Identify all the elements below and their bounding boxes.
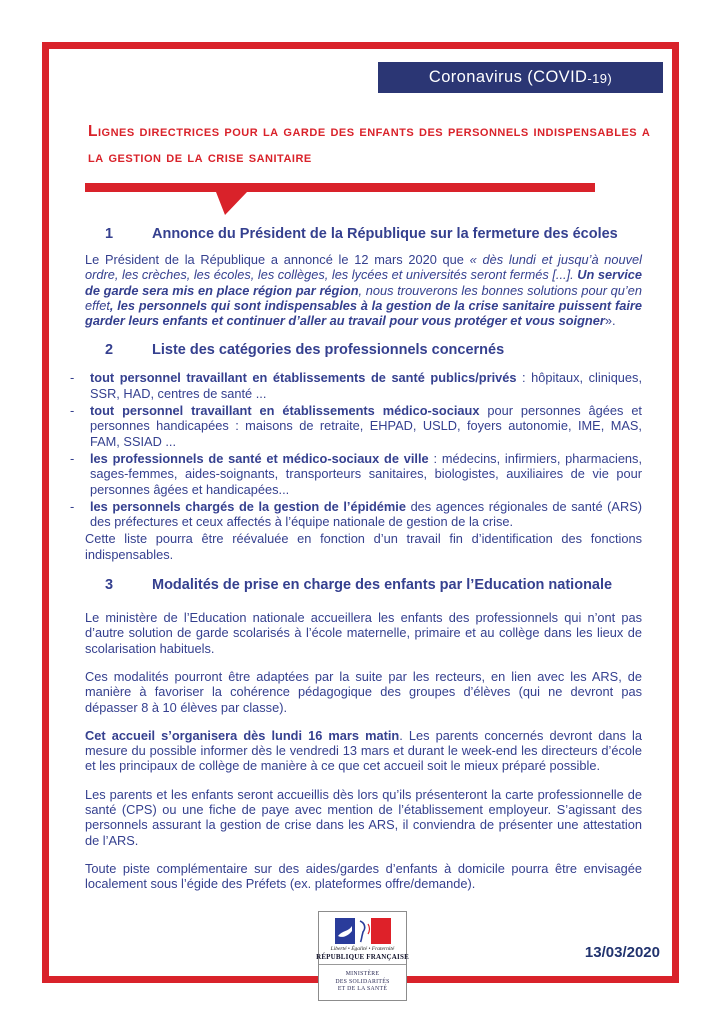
professional-categories-list xyxy=(70,370,643,530)
document-date: 13/03/2020 xyxy=(584,944,660,961)
section-2-number: 2 xyxy=(105,342,114,359)
list-item-text: tout personnel travaillant en établissements de santé publics/privés : hôpitaux, cliniques, SSR, HAD, centres de santé ... xyxy=(90,370,642,401)
red-divider-arrow xyxy=(85,183,595,217)
motto-label: Liberté • Égalité • Fraternité xyxy=(330,946,395,952)
ministry-label xyxy=(319,964,406,1000)
list-item-text: tout personnel travaillant en établissements médico-sociaux pour personnes âgées et personnes handicapées : maisons de retraite, EHPAD, USLD, foyers autonomie, IME, MAS, FAM, SSIAD ... xyxy=(90,403,642,449)
section-2-title: Liste des catégories des professionnels concernés xyxy=(152,342,505,359)
section-3-paragraph: Toute piste complémentaire sur des aides/gardes d’enfants à domicile pourra être envisagée localement sous l’égide des Préfets (ex. plateformes offre/demande). xyxy=(85,860,642,892)
republic-label: RÉPUBLIQUE FRANÇAISE xyxy=(316,953,409,961)
section-3-paragraph: Ces modalités pourront être adaptées par la suite par les recteurs, en lien avec les ARS, de manière à favoriser la cohérence pédagogique des groupes d’élèves (qui ne devront pas dépasser 8 à 10 élèves par classe). xyxy=(85,668,642,715)
bullet-marker: - xyxy=(70,450,75,466)
french-flag-icon xyxy=(335,918,391,944)
section-1-title: Annonce du Président de la République sur la fermeture des écoles xyxy=(152,226,618,242)
section-2-heading xyxy=(85,342,642,358)
section-3-title: Modalités de prise en charge des enfants par l’Education nationale xyxy=(152,577,613,594)
ministry-line: MINISTÈRE xyxy=(345,971,380,978)
section-3-paragraph: Cet accueil s’organisera dès lundi 16 mars matin. Les parents concernés devront dans la mesure du possible informer dès le vendredi 13 mars et durant le week-end les directeurs d’école et les principaux de collège de manière à ce que cet accueil soit le mieux préparé possible. xyxy=(85,727,643,774)
bullet-marker: - xyxy=(70,370,75,386)
section-1-heading xyxy=(85,226,642,242)
badge-label-small: -19) xyxy=(587,71,613,86)
bullet-marker: - xyxy=(70,403,75,419)
section-3-heading xyxy=(85,577,642,593)
section-3-paragraph: Les parents et les enfants seront accueillis dès lors qu’ils présenteront la carte professionnelle de santé (CPS) ou une fiche de paye avec mention de l’établissement employeur. S’agissant des personnels assurant la gestion de crise dans les ARS, il conviendra de présenter une attestation de l’ARS. xyxy=(85,786,642,848)
section-1-paragraph: Le Président de la République a annoncé le 12 mars 2020 que « dès lundi et jusqu’à nouvel ordre, les crèches, les écoles, les collèges, les lycées et universités seront fermés [...]. Un service de garde sera mis en place région par région, nous trouverons les bonnes solutions pour qu’en effet, les personnels qui sont indispensables à la gestion de la crise sanitaire puissent faire garder leurs enfants et continuer d’aller au travail pour vous protéger et vous soigner». xyxy=(85,252,642,329)
list-item xyxy=(70,450,643,497)
covid-badge xyxy=(378,62,663,93)
document-body xyxy=(70,226,643,905)
list-item-text: les personnels chargés de la gestion de l’épidémie des agences régionales de santé (ARS) des préfectures et ceux affectés à l’équipe nationale de gestion de la crise. xyxy=(90,498,642,530)
ministry-line: DES SOLIDARITÉS xyxy=(335,978,390,985)
section-1-number: 1 xyxy=(105,226,114,242)
ministry-logo xyxy=(318,911,407,1001)
list-item xyxy=(70,498,642,530)
section-3-number: 3 xyxy=(105,577,114,594)
list-item-text: les professionnels de santé et médico-sociaux de ville : médecins, infirmiers, pharmaciens, sages-femmes, aides-soignants, transporteurs sanitaires, biologistes, auxiliaires de vie pour personnes âgées et handicapées... xyxy=(90,450,643,497)
section-3-paragraph: Le ministère de l’Education nationale accueillera les enfants des professionnels qui n’ont pas d’autre solution de garde scolarisés à l’école maternelle, primaire et au collège dans les lieux de scolarisation habituels. xyxy=(85,610,642,656)
badge-label: Coronavirus (COVID xyxy=(428,68,588,86)
list-item xyxy=(70,403,642,449)
bullet-marker: - xyxy=(70,498,75,514)
reassessment-note: Cette liste pourra être réévaluée en fonction d’un travail fin d’identification des fonctions indispensables. xyxy=(85,531,642,562)
list-item xyxy=(70,370,642,401)
ministry-line: ET DE LA SANTÉ xyxy=(337,986,388,993)
document-title: Lignes directrices pour la garde des enfants des personnels indispensables a la gestion de la crise sanitaire xyxy=(88,123,651,166)
